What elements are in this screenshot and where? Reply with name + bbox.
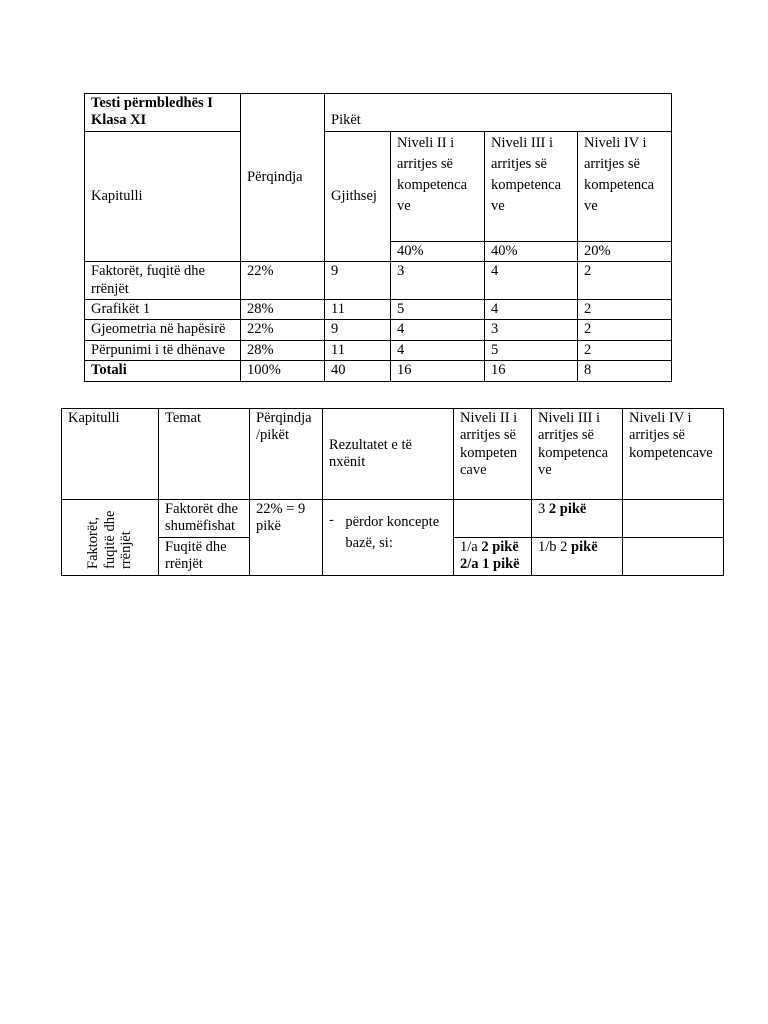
r2-level3 bbox=[532, 537, 623, 575]
total-cell: 9 bbox=[325, 262, 391, 300]
level2-percent: 40% bbox=[391, 241, 485, 261]
totals-row bbox=[85, 361, 672, 381]
level4-cell: 2 bbox=[578, 340, 672, 360]
totals-level3: 16 bbox=[485, 361, 578, 381]
header-total: Gjithsej bbox=[325, 131, 391, 261]
total-cell: 11 bbox=[325, 340, 391, 360]
header-level3: Niveli III i arritjes së kompetenca ve bbox=[485, 131, 578, 241]
h-level3: Niveli III i arritjes së kompetenca ve bbox=[532, 409, 623, 500]
table-row bbox=[85, 320, 672, 340]
topic-2: Fuqitë dhe rrënjët bbox=[159, 537, 250, 575]
share-cell: 22% bbox=[241, 320, 325, 340]
level4-percent: 20% bbox=[578, 241, 672, 261]
chapter-vertical-cell bbox=[62, 500, 159, 576]
totals-total: 40 bbox=[325, 361, 391, 381]
h-outcomes: Rezultatet e të nxënit bbox=[323, 409, 454, 500]
outcome-text: përdor koncepte bazë, si: bbox=[345, 514, 440, 552]
header-level4: Niveli IV i arritjes së kompetenca ve bbox=[578, 131, 672, 241]
share-cell: 22% bbox=[241, 262, 325, 300]
topic-1: Faktorët dhe shumëfishat bbox=[159, 500, 250, 538]
r2-level2-b: 2/a 1 pikë bbox=[460, 556, 520, 573]
chapter-vertical-label: Faktorët, fuqitë dhe rrënjët bbox=[84, 510, 135, 570]
table-row bbox=[85, 340, 672, 360]
chapter-cell: Faktorët, fuqitë dhe rrënjët bbox=[85, 262, 241, 300]
table-row bbox=[85, 262, 672, 300]
h-topics: Temat bbox=[159, 409, 250, 500]
level4-cell: 2 bbox=[578, 320, 672, 340]
r2-level3-points: pikë bbox=[571, 538, 598, 555]
total-cell: 11 bbox=[325, 299, 391, 319]
chapter-cell: Gjeometria në hapësirë bbox=[85, 320, 241, 340]
test-title-cell bbox=[85, 94, 241, 132]
header-share: Përqindja bbox=[241, 94, 325, 262]
detail-table bbox=[61, 408, 724, 576]
level4-cell: 2 bbox=[578, 262, 672, 300]
r2-level2-a-points: 2 pikë bbox=[481, 538, 519, 555]
table-row bbox=[85, 299, 672, 319]
test-title: Testi përmbledhës I bbox=[91, 95, 213, 111]
outcome-cell bbox=[323, 500, 454, 576]
level3-cell: 5 bbox=[485, 340, 578, 360]
totals-label: Totali bbox=[85, 361, 241, 381]
chapter-cell: Përpunimi i të dhënave bbox=[85, 340, 241, 360]
summary-table bbox=[84, 93, 672, 382]
class-label: Klasa XI bbox=[91, 112, 147, 129]
r1-level2 bbox=[454, 500, 532, 538]
h-chapter: Kapitulli bbox=[62, 409, 159, 500]
r2-level2 bbox=[454, 537, 532, 575]
share-points: 22% = 9 pikë bbox=[250, 500, 323, 576]
r1-level3-num: 3 bbox=[538, 501, 546, 517]
totals-level2: 16 bbox=[391, 361, 485, 381]
header-points: Pikët bbox=[325, 94, 672, 132]
r2-level3-num: 1/b 2 bbox=[538, 538, 568, 555]
totals-share: 100% bbox=[241, 361, 325, 381]
chapter-cell: Grafikët 1 bbox=[85, 299, 241, 319]
r1-level4 bbox=[623, 500, 724, 538]
share-cell: 28% bbox=[241, 299, 325, 319]
totals-level4: 8 bbox=[578, 361, 672, 381]
level3-cell: 4 bbox=[485, 299, 578, 319]
level2-cell: 4 bbox=[391, 320, 485, 340]
level3-cell: 3 bbox=[485, 320, 578, 340]
r1-level3 bbox=[532, 500, 623, 538]
r2-level4 bbox=[623, 537, 724, 575]
r1-level3-points: 2 pikë bbox=[548, 501, 587, 517]
level3-percent: 40% bbox=[485, 241, 578, 261]
level2-cell: 4 bbox=[391, 340, 485, 360]
h-level4: Niveli IV i arritjes së kompetencave bbox=[623, 409, 724, 500]
level3-cell: 4 bbox=[485, 262, 578, 300]
level2-cell: 5 bbox=[391, 299, 485, 319]
share-cell: 28% bbox=[241, 340, 325, 360]
level4-cell: 2 bbox=[578, 299, 672, 319]
total-cell: 9 bbox=[325, 320, 391, 340]
h-level2: Niveli II i arritjes së kompeten cave bbox=[454, 409, 532, 500]
header-level2: Niveli II i arritjes së kompetenca ve bbox=[391, 131, 485, 241]
outcome-bullet bbox=[323, 500, 453, 554]
header-chapter: Kapitulli bbox=[85, 131, 241, 261]
bullet-dash: - bbox=[329, 512, 334, 528]
h-share: Përqindja /pikët bbox=[250, 409, 323, 500]
level2-cell: 3 bbox=[391, 262, 485, 300]
r2-level2-a-num: 1/a bbox=[460, 538, 478, 555]
